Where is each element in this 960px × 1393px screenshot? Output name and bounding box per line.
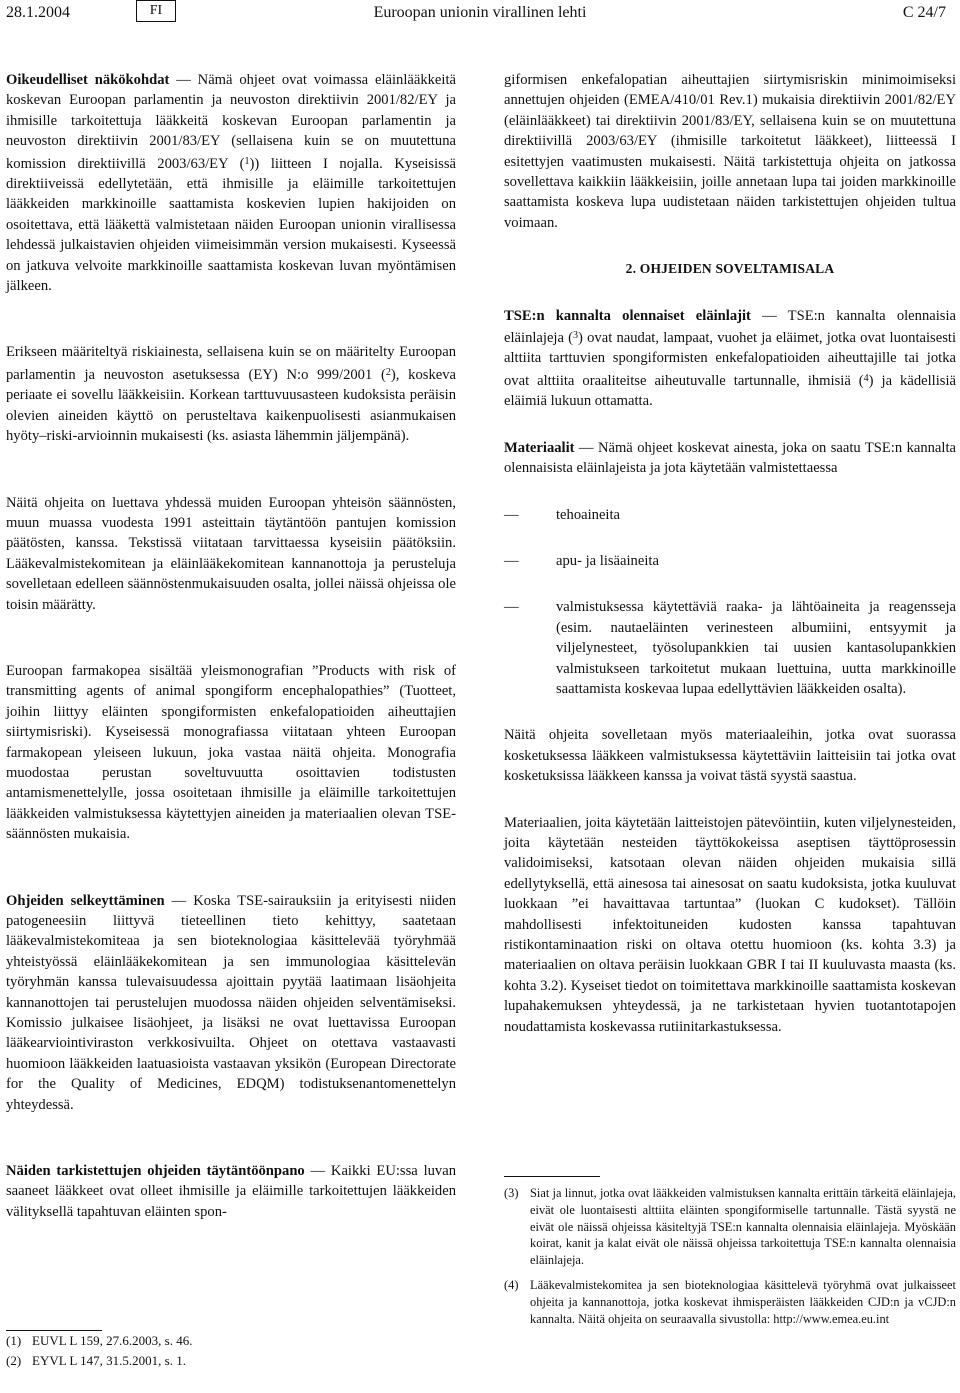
paragraph-text: ) ovat naudat, lampaat, vuohet ja eläimet, jotka ovat luontaisesti alttiita tarttuvien spongiformisten enkefalopatioiden aiheuttajille tai jotka ovat alttiita oraaliteitse aiheutuvalle tartunnalle, ihmisiä ( [504,330,957,389]
footnote-number: (3) [504,1186,519,1200]
footnote-ref[interactable]: 3 [573,330,579,342]
left-column [6,70,456,1222]
footnote-text: Lääkevalmistekomitea ja sen bioteknologiaa käsittelevä työryhmä ovat julkaisseet ohjeita ja kannanottoja, jotka koskevat ihmisperäisten lääkkeiden CJD:n ja vCJD:n kannalta. Näitä ohjeita on seuraavalla sivustolla: http://www.emea.eu.int [530,1277,956,1326]
dash-bullet: — [504,599,519,616]
paragraph-clarification [6,891,456,1115]
list-item-text: apu- ja lisäaineita [556,552,659,569]
footnote [504,1185,956,1269]
paragraph-materials [504,438,956,479]
paragraph-heading: Materiaalit [504,439,575,456]
paragraph-text: ), koskeva periaate ei sovellu lääkkeisiin. Korkean tarttuvuusasteen kudoksista peräisin olevien aineiden käyttö on perusteltava kaikenpuolisesti asianmukaisen hyöty–riski-arvioinnin mukaisesti (ks. asiasta lähemmin jäljempänä). [6,366,456,445]
dash-bullet: — [504,506,519,523]
list-item [504,597,956,699]
header-page-number: C 24/7 [902,4,946,21]
footnote-divider [504,1176,600,1177]
list-item [504,505,956,525]
paragraph-text: — TSE:n kannalta olennaisia eläinlajeja ( [504,307,956,347]
paragraph-relevant-species [504,306,956,412]
paragraph-text: — Nämä ohjeet ovat voimassa eläinlääkkeitä koskevan Euroopan parlamentin ja neuvoston direktiivin 2001/82/EY ja ihmisille tarkoitettuja lääkkeitä koskevan Euroopan parlamentin ja neuvoston direktiivin 2001/83/EY (sellaisena kuin se on muutettuna komission direktiivillä 2003/63/EY ( [6,72,456,172]
header-date: 28.1.2004 [6,4,70,21]
list-item [504,551,956,571]
section-heading: 2. OHJEIDEN SOVELTAMISALA [625,261,835,277]
right-column [504,70,956,1037]
paragraph-read-together: Näitä ohjeita on luettava yhdessä muiden Euroopan yhteisön säännösten, muun muassa vuodesta 1991 asteittain täytäntöön pantujen komission päätösten, kanssa. Tekstissä viitataan tarvittaessa kyseisiin päätöksiin. Lääkevalmistekomitean ja eläinlääkekomitean kannanottoja ja perusteluja sovelletaan edelleen säännöstenmukaisuuden osalta, jollei näissä ohjeissa ole toisin määrätty. [6,494,456,613]
paragraph-heading: Ohjeiden selkeyttäminen [6,892,165,909]
paragraph-heading: TSE:n kannalta olennaiset eläinlajit [504,307,751,324]
paragraph-implementation [6,1161,456,1222]
footnotes-right [504,1176,956,1327]
paragraph-risk-material [6,342,456,446]
footnote-text: Siat ja linnut, jotka ovat lääkkeiden valmistuksen kannalta erittäin tärkeitä eläinlajeja, eivät ole luontaisesti alttiita eläinten spongiformiselle tartunnalle. Tästä syystä ne eivät ole näissä ohjeissa käsiteltyjä TSE:n kannalta olennaisia eläinlajeja. Myöskään koirat, kanit ja kalat eivät ole näissä ohjeissa tarkoitettuja TSE:n kannalta olennaisia eläinlajeja. [530,1186,956,1268]
footnote-ref[interactable]: 2 [385,366,391,378]
footnote-text: EUVL L 159, 27.6.2003, s. 46. [32,1333,193,1348]
footnote-number: (1) [6,1333,22,1348]
list-item-text: valmistuksessa käytettäviä raaka- ja lähtöaineita ja reagenssejа (esim. nautaeläinten verinesteen albumiini, entsyymit ja viljelynesteet, työsolupankkien tai uusien kantasolupankkien valmistukseen tarkoitetut mukaan luettuina, uutta markkinoille saattamista koskevaa lupaa edellyttävien lääkkeiden osalta). [556,599,956,697]
footnote [504,1277,956,1327]
footnote-number: (2) [6,1353,22,1368]
list-item-text: tehoaineita [556,506,621,523]
footnote-text: EYVL L 147, 31.5.2001, s. 1. [32,1353,186,1368]
footnote-number: (4) [504,1277,519,1292]
paragraph-contact-materials: Näitä ohjeita sovelletaan myös materiaaleihin, jotka ovat suorassa kosketuksessa lääkkeen valmistuksessa käytettäviin laitteisiin tai jotka ovat kosketuksissa lääkkeen kanssa ja voivat tästä syystä saastua. [504,727,956,785]
paragraph-text: ) ja kädellisiä eläimiä lukuun ottamatta. [504,372,956,410]
paragraph-text: )) liitteen I nojalla. Kyseisissä direktiiveissä edellytetään, että ihmisille ja eläimille tarkoitettujen lääkkeiden markkinoille saattamista koskevien lupien hakijoiden on osoitettava, että lääkettä valmistetaan näiden Euroopan unionin virallisessa lehdessä julkaistavien ohjeiden viimeisimmän version mukaisesti. Kyseessä on jatkuva velvoite markkinoille saattamista koskevan luvan myöntämisen jälkeen. [6,155,456,295]
footnote-ref[interactable]: 4 [863,372,869,384]
page-header [0,0,960,28]
header-language-box: FI [136,0,176,22]
paragraph-heading: Oikeudelliset näkökohdat [6,72,170,88]
paragraph-pharmacopoeia: Euroopan farmakopea sisältää yleismonografian ”Products with risk of transmitting agents of animal spongiform encephalopathies” (Tuotteet, joihin liittyy eläinten spongiformisten enkefalopatioiden aiheuttajien siirtymisriski). Kyseisessä monografiassa viitataan yhteen Euroopan farmakopean yleiseen lukuun, joka vastaa näitä ohjeita. Monografia muodostaa perustan soveltuvuutta osoittavien todistusten antamismenettelylle, jossa osoitetaan ihmisille ja eläimille tarkoitettujen lääkkeiden valmistuksessa käytettyjen aineiden ja materiaalien olevan TSE-säännösten mukaisia. [6,662,456,843]
paragraph-text: — Kaikki EU:ssa luvan saaneet lääkkeet ovat olleet ihmisille ja eläimille tarkoitettujen lääkkeiden välityksellä tapahtuvan eläinten spon- [6,1163,456,1220]
paragraph-heading: Näiden tarkistettujen ohjeiden täytäntöönpano [6,1163,305,1180]
footnote [6,1351,456,1371]
paragraph-qualification-materials: Materiaalien, joita käytetään laitteistojen pätevöintiin, kuten viljelynesteiden, joita käytetään nesteiden täyttökokeissa aseptisen täyttöprosessin validoimiseksi, katsotaan olevan näiden ohjeiden mukaisia sillä edellytyksellä, että ainesosa tai ainesosat on saatu kudoksista, jotka kuuluvat luokkaan ”ei havaittavaa tartuntaa” (luokan C kudokset). Tällöin mahdollisesti infektoituneiden kudosten kanssa tapahtuvan ristikontaminaation riski on oltava otettu huomioon (ks. kohta 3.3) ja materiaalien on oltava peräisin luokkaan GBR I tai II kuuluvasta maasta (ks. kohta 3.2). Kyseiset tiedot on toimitettava markkinoille saattamista koskevan lupahakemuksen yhteydessä, ja ne tarkistetaan hyvien tuotantotapojen noudattamista koskevassa rutiinitarkastuksessa. [504,814,956,1035]
paragraph-continuation: giformisen enkefalopatian aiheuttajien siirtymisriskin minimoimiseksi annettujen ohjeiden (EMEA/410/01 Rev.1) mukaisia direktiivin 2001/82/EY (eläinlääkkeet) tai direktiivin 2001/83/EY, sellaisena kuin se on muutettuna direktiivillä 2003/63/EY (ihmisille tarkoitetut lääkkeet), liitteessä I esitettyjen vaatimusten mukaisesti. Näitä tarkistettuja ohjeita on jatkossa sovellettava kaikkiin lääkkeisiin, joille annetaan lupa tai joiden markkinoille saattamista koskeva lupa uudistetaan näiden tarkistettujen ohjeiden tultua voimaan. [504,72,956,231]
paragraph-text: — Koska TSE-sairauksiin ja erityisesti niiden patogeneesiin liittyvä tieteellinen tieto kehittyy, saatetaan lääkevalmistekomiteaa ja sen bioteknologiaa käsittelevää työryhmää yhteistyössä eläinlääkekomitean ja sen immunologiaa käsittelevän työryhmän kanssa tulevaisuudessa ajoittain pyytää laatimaan lisäohjeita kannanottojen tai perustelujen muodossa näiden ohjeiden selventämiseksi. Komissio julkaisee lisäohjeet, ja lisäksi ne ovat luettavissa Euroopan lääkearviointiviraston verkkosivuilta. Ohjeet on otettava vastaavasti huomioon lääkkeiden laatuasioista vastaavan yksikön (European Directorate for the Quality of Medicines, EDQM) todistuksenantomenettelyn yhteydessä. [6,892,456,1113]
paragraph-text: — Nämä ohjeet koskevat ainesta, joka on saatu TSE:n kannalta olennaisista eläinlajeista ja jota käytetään valmistettaessa [504,439,956,477]
paragraph-text: Erikseen määriteltyä riskiainesta, sellaisena kuin se on määritelty Euroopan parlamentin ja neuvoston asetuksessa (EY) N:o 999/2001 ( [6,344,456,383]
footnotes-left [6,1330,456,1371]
paragraph-legal-aspects [6,70,456,296]
footnote [6,1331,456,1351]
footnote-ref[interactable]: 1 [244,155,250,167]
header-title: Euroopan unionin virallinen lehti [373,4,587,21]
dash-bullet: — [504,552,519,569]
